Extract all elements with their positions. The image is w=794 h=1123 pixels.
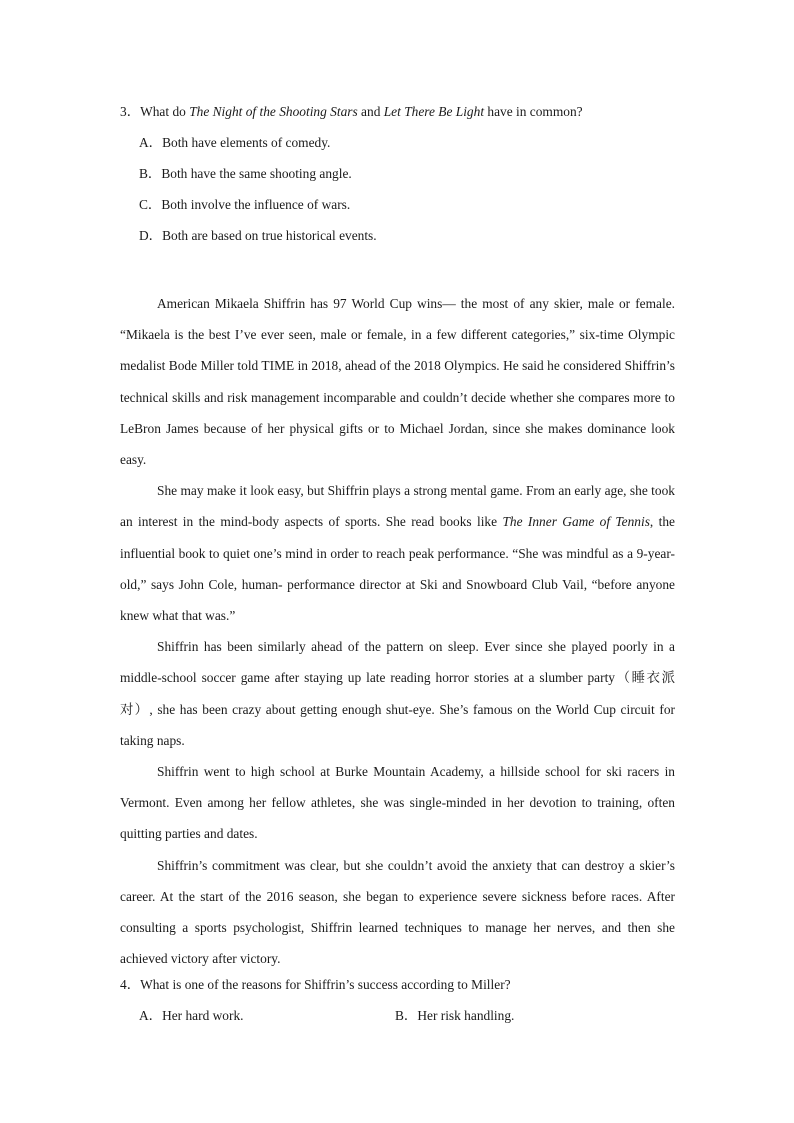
option-letter: B．	[139, 166, 162, 181]
question-text-and: and	[357, 104, 384, 119]
option-text: Her risk handling.	[417, 1008, 515, 1023]
option-letter: A．	[139, 135, 163, 150]
passage-paragraph-2	[120, 475, 675, 631]
option-text: Her hard work.	[162, 1008, 244, 1023]
passage-paragraph-5: Shiffrin’s commitment was clear, but she couldn’t avoid the anxiety that can destroy a skier’s career. At the start of the 2016 season, she began to experience severe sickness before races. After consulting a sports psychologist, Shiffrin learned techniques to manage her nerves, and then she achieved victory after victory.	[120, 857, 675, 967]
q3-option-d[interactable]	[139, 226, 377, 246]
paragraph-2-text-b: , the influential book to quiet one’s mind in order to reach peak performance. “She was mindful as a 9-year-old,” says John Cole, human- performance director at Ski and Snowboard Club Vail, “before anyone knew what that was.”	[120, 514, 675, 624]
film-title-2: Let There Be Light	[383, 104, 485, 119]
passage-paragraph-3: Shiffrin has been similarly ahead of the pattern on sleep. Ever since she played poorly in a middle-school soccer game after staying up late reading horror stories at a slumber party（睡衣派对）, she has been crazy about getting enough shut-eye. She’s famous on the World Cup circuit for taking naps.	[120, 639, 675, 748]
book-title: The Inner Game of Tennis	[502, 514, 650, 530]
question-3	[120, 102, 680, 122]
q3-option-b[interactable]	[139, 164, 352, 184]
question-text: What is one of the reasons for Shiffrin’s success according to Miller?	[140, 977, 511, 992]
film-title-1: The Night of the Shooting Stars	[189, 104, 358, 119]
option-text: Both have the same shooting angle.	[161, 166, 352, 181]
option-letter: D．	[139, 228, 163, 243]
q4-option-a[interactable]	[139, 1006, 244, 1026]
question-text-prefix: What do	[140, 104, 190, 119]
q4-option-b[interactable]	[395, 1006, 514, 1026]
passage-paragraph-4: Shiffrin went to high school at Burke Mountain Academy, a hillside school for ski racers in Vermont. Even among her fellow athletes, she was single-minded in her devotion to training, often quitting parties and dates.	[120, 764, 675, 842]
option-letter: B．	[395, 1008, 418, 1023]
option-text: Both involve the influence of wars.	[161, 197, 351, 212]
question-4	[120, 975, 511, 995]
q3-option-a[interactable]	[139, 133, 330, 153]
reading-passage	[120, 288, 675, 974]
option-text: Both are based on true historical events.	[162, 228, 377, 243]
question-text-suffix: have in common?	[484, 104, 583, 119]
option-letter: A．	[139, 1008, 163, 1023]
question-number: 4．	[120, 977, 141, 992]
question-number: 3．	[120, 104, 141, 119]
passage-paragraph-1: American Mikaela Shiffrin has 97 World Cup wins— the most of any skier, male or female. “Mikaela is the best I’ve ever seen, male or female, in a few different categories,” six-time Olympic medalist Bode Miller told TIME in 2018, ahead of the 2018 Olympics. He said he considered Shiffrin’s technical skills and risk management incomparable and couldn’t decide whether she compares more to LeBron James because of her physical gifts or to Michael Jordan, since she makes dominance look easy.	[120, 296, 675, 468]
option-letter: C．	[139, 197, 162, 212]
q3-option-c[interactable]	[139, 195, 350, 215]
option-text: Both have elements of comedy.	[162, 135, 331, 150]
paragraph-2-text-a: She may make it look easy, but Shiffrin plays a strong mental game. From an early age, she took an interest in the mind-body aspects of sports. She read books like	[120, 483, 675, 530]
